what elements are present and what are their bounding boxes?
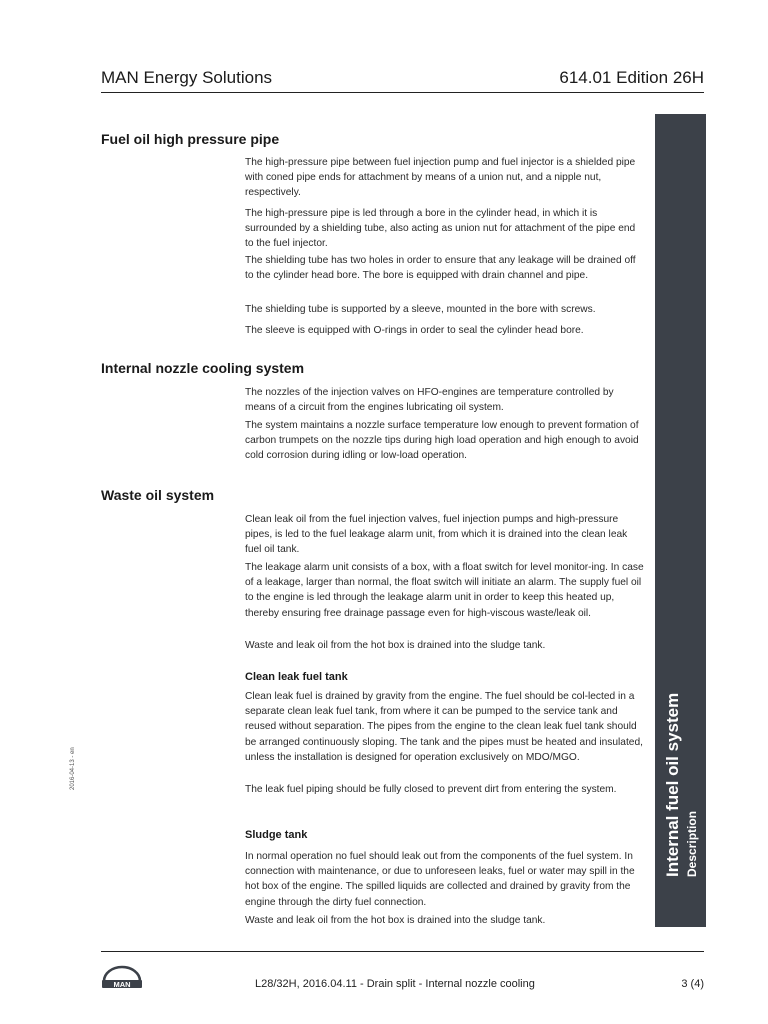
header-divider (101, 92, 704, 93)
chapter-title: Internal fuel oil system (662, 692, 682, 877)
paragraph: Clean leak fuel is drained by gravity from the engine. The fuel should be col-lected in a separate clean leak fuel tank, from where it can be pumped to the service tank and reused without separation. The pipes from the engine to the clean leak fuel tank should be arranged continuously sloping. The tank and the pipes must be heated and insulated, unless the installation is designed for operation exclusively on MDO/MGO. (245, 691, 643, 763)
paragraph: Waste and leak oil from the hot box is drained into the sludge tank. (245, 640, 546, 651)
paragraph: The leak fuel piping should be fully closed to prevent dirt from entering the system. (245, 784, 617, 795)
paragraph: In normal operation no fuel should leak out from the components of the fuel system. In connection with maintenance, or due to unforeseen leaks, fuel or water may spill in the hot box of the engine. The spilled liquids are collected and drained by gravity from the engine through the dirty fuel connection. (245, 851, 635, 908)
paragraph: The sleeve is equipped with O-rings in order to seal the cylinder head bore. (245, 325, 584, 336)
paragraph: Waste and leak oil from the hot box is drained into the sludge tank. (245, 915, 546, 926)
chapter-side-tab (655, 114, 706, 927)
date-code: 2016-04-13 - en (70, 747, 76, 790)
paragraph: The nozzles of the injection valves on HFO-engines are temperature controlled by means of a circuit from the engines lubricating oil system. (245, 387, 614, 414)
company-name: MAN Energy Solutions (101, 68, 273, 87)
section-title-nozzle-cooling: Internal nozzle cooling system (101, 360, 305, 376)
chapter-subtitle: Description (684, 810, 699, 877)
section-title-waste-oil: Waste oil system (101, 487, 215, 503)
subsection-title-clean-leak-tank: Clean leak fuel tank (245, 671, 348, 683)
document-reference: L28/32H, 2016.04.11 - Drain split - Internal nozzle cooling (255, 978, 535, 990)
footer-divider (101, 951, 704, 952)
section-title-fuel-pipe: Fuel oil high pressure pipe (101, 131, 280, 147)
man-logo (101, 965, 143, 989)
svg-text:MAN: MAN (113, 980, 131, 989)
paragraph: The shielding tube is supported by a sleeve, mounted in the bore with screws. (245, 304, 596, 315)
page-number: 3 (4) (681, 978, 704, 990)
paragraph: The leakage alarm unit consists of a box, with a float switch for level monitor-ing. In case of a leakage, larger than normal, the float switch will initiate an alarm. The supply fuel oil to the engine is led through the leakage alarm unit in order to keep this heated up, thereby ensuring free drainage passage even for high-viscous waste/leak oil. (245, 562, 644, 619)
paragraph: The high-pressure pipe between fuel injection pump and fuel injector is a shielded pipe with coned pipe ends for attachment by means of a union nut, and a nipple nut, respectively. (245, 157, 636, 199)
edition-label: 614.01 Edition 26H (559, 68, 704, 87)
paragraph: The shielding tube has two holes in order to ensure that any leakage will be drained off to the cylinder head bore. The bore is equipped with drain channel and pipe. (245, 255, 636, 282)
paragraph: The system maintains a nozzle surface temperature low enough to prevent formation of carbon trumpets on the nozzle tips during high load operation and high enough to avoid cold corrosion during idling or low-load operation. (245, 420, 639, 462)
paragraph: Clean leak oil from the fuel injection valves, fuel injection pumps and high-pressure pipes, is led to the fuel leakage alarm unit, from which it is drained into the clean leak fuel oil tank. (245, 514, 628, 556)
subsection-title-sludge-tank: Sludge tank (245, 829, 308, 841)
paragraph: The high-pressure pipe is led through a bore in the cylinder head, in which it is surrounded by a shielding tube, also acting as union nut for attachment of the pipe end to the fuel injector. (245, 208, 636, 250)
